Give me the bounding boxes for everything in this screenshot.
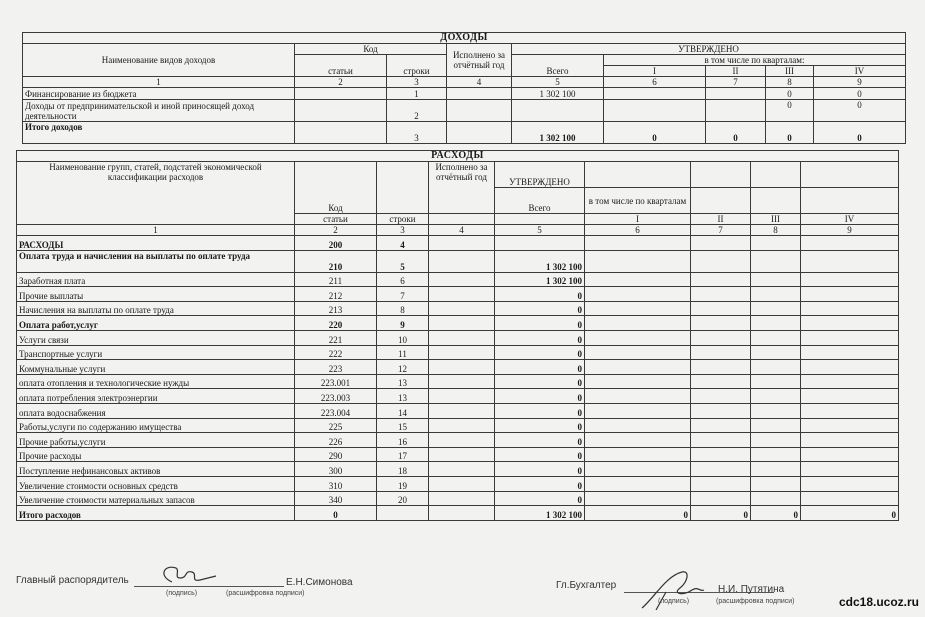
- expense-name-header: Наименование групп, статей, подстатей экономической классификации расходов: [17, 162, 295, 225]
- expense-row: [17, 476, 899, 491]
- income-row: [23, 100, 906, 122]
- expense-row-article: 223.001: [295, 374, 377, 389]
- income-row-total: [512, 100, 604, 122]
- expense-row-executed: [429, 476, 495, 491]
- expense-row: [17, 418, 899, 433]
- col-number: 9: [801, 225, 899, 236]
- expense-row-q4: [801, 236, 899, 251]
- expense-row-executed: [429, 345, 495, 360]
- income-row-executed: [447, 100, 512, 122]
- col-number: 4: [429, 225, 495, 236]
- expense-quarter-header: I: [585, 214, 691, 225]
- income-row-q1: [604, 100, 706, 122]
- expense-row-q3: [751, 418, 801, 433]
- expense-row-name: Заработная плата: [17, 272, 295, 287]
- expense-row-q4: [801, 330, 899, 345]
- expense-row-name: Оплата работ,услуг: [17, 316, 295, 331]
- expense-row-article: 340: [295, 491, 377, 506]
- expense-row-name: Прочие работы,услуги: [17, 433, 295, 448]
- expense-row-q3: [751, 462, 801, 477]
- expense-row-article: 220: [295, 316, 377, 331]
- expense-row: [17, 491, 899, 506]
- expense-row-q3: [751, 491, 801, 506]
- expense-row-executed: [429, 418, 495, 433]
- expense-row-article: 225: [295, 418, 377, 433]
- expense-row-total: 0: [495, 389, 585, 404]
- expense-row-q2: [691, 462, 751, 477]
- expense-blank: [691, 188, 751, 214]
- expense-row-executed: [429, 236, 495, 251]
- expense-code-header-blank: [377, 162, 429, 214]
- income-executed-header: Исполнено за отчётный год: [447, 44, 512, 77]
- expense-row-row: 16: [377, 433, 429, 448]
- expense-row-q3: [751, 287, 801, 302]
- income-row-q3: 0: [766, 122, 814, 144]
- expense-row: [17, 287, 899, 302]
- income-row-q1: 0: [604, 122, 706, 144]
- income-row-total: 1 302 100: [512, 88, 604, 100]
- expense-blank: [801, 188, 899, 214]
- expense-row-row: 8: [377, 301, 429, 316]
- expense-row-q3: [751, 345, 801, 360]
- expense-row: [17, 301, 899, 316]
- expense-row-article: 310: [295, 476, 377, 491]
- income-row-q2: [706, 88, 766, 100]
- expense-row-total: 0: [495, 330, 585, 345]
- expense-row-q3: [751, 236, 801, 251]
- income-quarter-header: I: [604, 66, 706, 77]
- chief-manager-sign-caption: (подпись): [166, 590, 198, 597]
- expense-row: [17, 236, 899, 251]
- col-number: 9: [814, 77, 906, 88]
- income-total-row: [23, 122, 906, 144]
- expense-row: [17, 250, 899, 272]
- income-row-q3: 0: [766, 88, 814, 100]
- expense-row-q3: [751, 433, 801, 448]
- expense-row-name: Работы,услуги по содержанию имущества: [17, 418, 295, 433]
- expense-row-q3: [751, 389, 801, 404]
- col-number: 1: [23, 77, 295, 88]
- expense-row-row: 13: [377, 374, 429, 389]
- expense-row: [17, 360, 899, 375]
- col-number: 4: [447, 77, 512, 88]
- expense-row-executed: [429, 462, 495, 477]
- expense-row-article: 223.004: [295, 403, 377, 418]
- expense-row-total: 1 302 100: [495, 272, 585, 287]
- expense-row-article: 211: [295, 272, 377, 287]
- expense-row-q4: [801, 287, 899, 302]
- col-number: 3: [377, 225, 429, 236]
- expense-row-name: Прочие выплаты: [17, 287, 295, 302]
- expense-row-name: Начисления на выплаты по оплате труда: [17, 301, 295, 316]
- expense-row-total: 0: [495, 433, 585, 448]
- expense-executed-header: Исполнено за отчётный год: [429, 162, 495, 214]
- expense-approved-header: УТВЕРЖДЕНО: [495, 162, 585, 188]
- expense-row-article: 226: [295, 433, 377, 448]
- income-row-number: 3: [387, 122, 447, 144]
- expense-row-q1: [585, 360, 691, 375]
- expense-row-article: 222: [295, 345, 377, 360]
- expense-row-article: 223.003: [295, 389, 377, 404]
- expense-row-q4: [801, 462, 899, 477]
- expense-code-header: Код: [295, 162, 377, 214]
- expense-row-q2: [691, 433, 751, 448]
- income-row-q2: [706, 100, 766, 122]
- income-section-title: ДОХОДЫ: [23, 33, 906, 44]
- expense-row-name: Увеличение стоимости основных средств: [17, 476, 295, 491]
- expense-row-q1: [585, 476, 691, 491]
- expense-row-name: оплата водоснабжения: [17, 403, 295, 418]
- income-quarters-header: в том числе по кварталам:: [604, 55, 906, 66]
- expense-row-q2: [691, 330, 751, 345]
- income-row-executed: [447, 122, 512, 144]
- expense-row-q1: [585, 462, 691, 477]
- expense-total-row: [17, 506, 899, 521]
- expense-row-article: 200: [295, 236, 377, 251]
- expense-row-q1: [585, 403, 691, 418]
- expense-row-total: [495, 236, 585, 251]
- expense-row: [17, 345, 899, 360]
- income-row: [23, 88, 906, 100]
- expense-blank: [429, 214, 495, 225]
- income-row-name: Итого доходов: [23, 122, 295, 144]
- expense-row-q2: [691, 389, 751, 404]
- expense-row-q1: 0: [585, 506, 691, 521]
- expense-row-executed: [429, 491, 495, 506]
- income-quarter-header: III: [766, 66, 814, 77]
- expense-row-name: Услуги связи: [17, 330, 295, 345]
- expense-row: [17, 316, 899, 331]
- expense-row-q1: [585, 316, 691, 331]
- expense-row-total: 0: [495, 476, 585, 491]
- expense-row-total: 0: [495, 316, 585, 331]
- expense-row: [17, 447, 899, 462]
- expense-row-q2: [691, 272, 751, 287]
- income-quarter-header: II: [706, 66, 766, 77]
- income-row-q3: 0: [766, 100, 814, 122]
- col-number: 2: [295, 77, 387, 88]
- col-number: 8: [751, 225, 801, 236]
- income-row-article: [295, 122, 387, 144]
- chief-manager-title: Главный распорядитель: [16, 575, 129, 586]
- expense-row-q2: [691, 418, 751, 433]
- expense-row-q1: [585, 389, 691, 404]
- expense-table: [16, 150, 899, 521]
- expense-row-executed: [429, 330, 495, 345]
- expense-row-q2: [691, 250, 751, 272]
- expense-row-q1: [585, 236, 691, 251]
- expense-row-q3: [751, 360, 801, 375]
- expense-row-q1: [585, 418, 691, 433]
- expense-row-q2: [691, 491, 751, 506]
- income-name-header: Наименование видов доходов: [23, 44, 295, 77]
- expense-quarters-header: в том числе по кварталам: [585, 188, 691, 214]
- expense-row-q3: [751, 316, 801, 331]
- expense-row-q4: [801, 345, 899, 360]
- chief-manager-signature: [150, 562, 220, 590]
- expense-row-row: 12: [377, 360, 429, 375]
- expense-row-total: 1 302 100: [495, 250, 585, 272]
- site-watermark: cdc18.ucoz.ru: [838, 595, 919, 609]
- expense-row: [17, 433, 899, 448]
- expense-row-row: 11: [377, 345, 429, 360]
- expense-row-name: Коммунальные услуги: [17, 360, 295, 375]
- expense-row-q4: [801, 389, 899, 404]
- expense-row-article: 300: [295, 462, 377, 477]
- expense-row-q4: [801, 476, 899, 491]
- expense-row-executed: [429, 506, 495, 521]
- income-row-q4: 0: [814, 88, 906, 100]
- expense-quarter-header: IV: [801, 214, 899, 225]
- income-approved-header: УТВЕРЖДЕНО: [512, 44, 906, 55]
- expense-row-q2: [691, 316, 751, 331]
- expense-row-q1: [585, 330, 691, 345]
- expense-row-q4: [801, 374, 899, 389]
- expense-row-row: 18: [377, 462, 429, 477]
- income-row-name: Доходы от предпринимательской и иной приносящей доход деятельности: [23, 100, 295, 122]
- expense-row-executed: [429, 447, 495, 462]
- expense-row-name: оплата отопления и технологические нужды: [17, 374, 295, 389]
- expense-row-executed: [429, 403, 495, 418]
- income-row-number: 2: [387, 100, 447, 122]
- col-number: 7: [691, 225, 751, 236]
- col-number: 8: [766, 77, 814, 88]
- expense-row-q1: [585, 345, 691, 360]
- expense-row-row: 5: [377, 250, 429, 272]
- col-number: 2: [295, 225, 377, 236]
- expense-row-article: 223: [295, 360, 377, 375]
- expense-section-title: РАСХОДЫ: [17, 151, 899, 162]
- expense-row-name: Прочие расходы: [17, 447, 295, 462]
- expense-row-q3: [751, 272, 801, 287]
- expense-row-total: 0: [495, 403, 585, 418]
- expense-quarter-header: II: [691, 214, 751, 225]
- expense-row-executed: [429, 250, 495, 272]
- expense-row-name: Итого расходов: [17, 506, 295, 521]
- expense-row-q1: [585, 287, 691, 302]
- expense-row: [17, 330, 899, 345]
- expense-row-q2: [691, 360, 751, 375]
- expense-blank: [691, 162, 751, 188]
- expense-row-article: 290: [295, 447, 377, 462]
- income-row-header: строки: [387, 55, 447, 77]
- expense-row-q2: [691, 301, 751, 316]
- expense-row-name: Оплата труда и начисления на выплаты по оплате труда: [17, 250, 295, 272]
- expense-row-name: Транспортные услуги: [17, 345, 295, 360]
- expense-row-total: 0: [495, 374, 585, 389]
- expense-blank: [495, 214, 585, 225]
- expense-row-q4: [801, 316, 899, 331]
- expense-row-q3: 0: [751, 506, 801, 521]
- expense-row-q4: [801, 272, 899, 287]
- income-quarter-header: IV: [814, 66, 906, 77]
- chief-accountant-signature: [636, 568, 708, 612]
- expense-row-row: 7: [377, 287, 429, 302]
- expense-col-numbers-row: [17, 225, 899, 236]
- expense-row-q4: [801, 301, 899, 316]
- col-number: 5: [495, 225, 585, 236]
- income-row-q1: [604, 88, 706, 100]
- expense-row-total: 0: [495, 447, 585, 462]
- expense-row-executed: [429, 287, 495, 302]
- expense-row-total: 0: [495, 345, 585, 360]
- income-row-total: 1 302 100: [512, 122, 604, 144]
- expense-rows: [17, 236, 899, 521]
- expense-row-row: 14: [377, 403, 429, 418]
- expense-row: [17, 389, 899, 404]
- expense-row-article: 212: [295, 287, 377, 302]
- expense-blank: [751, 188, 801, 214]
- income-row-name: Финансирование из бюджета: [23, 88, 295, 100]
- expense-row-q2: [691, 345, 751, 360]
- expense-row-q1: [585, 301, 691, 316]
- expense-row-q4: 0: [801, 506, 899, 521]
- expense-row-q3: [751, 403, 801, 418]
- expense-row-q4: [801, 360, 899, 375]
- expense-row-q3: [751, 476, 801, 491]
- expense-quarter-header: III: [751, 214, 801, 225]
- expense-row-name: оплата потребления электроэнергии: [17, 389, 295, 404]
- expense-row-row: 4: [377, 236, 429, 251]
- expense-row-executed: [429, 389, 495, 404]
- expense-row-executed: [429, 316, 495, 331]
- expense-row-total: 0: [495, 462, 585, 477]
- income-col-numbers-row: [23, 77, 906, 88]
- income-table: [22, 32, 906, 144]
- expense-row: [17, 403, 899, 418]
- expense-row-article: 0: [295, 506, 377, 521]
- expense-row-q4: [801, 491, 899, 506]
- expense-row-total: 0: [495, 287, 585, 302]
- income-row-number: 1: [387, 88, 447, 100]
- expense-blank: [801, 162, 899, 188]
- chief-accountant-sign-caption: (подпись): [658, 598, 690, 605]
- expense-row-q4: [801, 447, 899, 462]
- expense-row-row: 13: [377, 389, 429, 404]
- expense-row-total: 0: [495, 360, 585, 375]
- expense-row-q2: [691, 287, 751, 302]
- expense-blank: [751, 162, 801, 188]
- expense-row-q4: [801, 403, 899, 418]
- expense-row-row: 20: [377, 491, 429, 506]
- expense-row-q3: [751, 374, 801, 389]
- expense-row-row: 10: [377, 330, 429, 345]
- expense-row-q4: [801, 418, 899, 433]
- expense-row-name: Увеличение стоимости материальных запасов: [17, 491, 295, 506]
- expense-row: [17, 462, 899, 477]
- col-number: 5: [512, 77, 604, 88]
- chief-accountant-name: Н.И. Путятина: [718, 584, 785, 595]
- expense-row-executed: [429, 301, 495, 316]
- col-number: 1: [17, 225, 295, 236]
- col-number: 6: [604, 77, 706, 88]
- expense-blank: [585, 162, 691, 188]
- expense-row-q2: [691, 236, 751, 251]
- income-row-article: [295, 88, 387, 100]
- expense-row-q1: [585, 374, 691, 389]
- expense-row-q3: [751, 301, 801, 316]
- income-row-q4: 0: [814, 122, 906, 144]
- expense-row-row: 19: [377, 476, 429, 491]
- expense-row-q2: 0: [691, 506, 751, 521]
- income-article-header: статьи: [295, 55, 387, 77]
- expense-row-total: 0: [495, 491, 585, 506]
- col-number: 6: [585, 225, 691, 236]
- expense-row-executed: [429, 433, 495, 448]
- expense-row-article: 221: [295, 330, 377, 345]
- expense-row-q2: [691, 447, 751, 462]
- chief-manager-decode-caption: (расшифровка подписи): [226, 590, 305, 597]
- expense-row-row: 9: [377, 316, 429, 331]
- expense-row: [17, 374, 899, 389]
- expense-row-row: 15: [377, 418, 429, 433]
- col-number: 7: [706, 77, 766, 88]
- expense-total-header: Всего: [495, 188, 585, 214]
- expense-row: [17, 272, 899, 287]
- expense-row-executed: [429, 272, 495, 287]
- income-code-header: Код: [295, 44, 447, 55]
- expense-row-article: 213: [295, 301, 377, 316]
- expense-row-q1: [585, 250, 691, 272]
- expense-row-total: 1 302 100: [495, 506, 585, 521]
- expense-row-q4: [801, 433, 899, 448]
- expense-row-total: 0: [495, 301, 585, 316]
- expense-row-row: [377, 506, 429, 521]
- expense-row-q1: [585, 491, 691, 506]
- expense-row-q3: [751, 250, 801, 272]
- col-number: 3: [387, 77, 447, 88]
- expense-row-total: 0: [495, 418, 585, 433]
- chief-accountant-title: Гл.Бухгалтер: [556, 580, 617, 591]
- income-row-article: [295, 100, 387, 122]
- expense-article-header: статьи: [295, 214, 377, 225]
- expense-row-q3: [751, 330, 801, 345]
- expense-row-row: 17: [377, 447, 429, 462]
- expense-row-q1: [585, 433, 691, 448]
- income-row-q4: 0: [814, 100, 906, 122]
- expense-row-q2: [691, 476, 751, 491]
- chief-accountant-decode-caption: (расшифровка подписи): [716, 598, 795, 605]
- expense-row-article: 210: [295, 250, 377, 272]
- income-row-executed: [447, 88, 512, 100]
- income-row-q2: 0: [706, 122, 766, 144]
- expense-row-q1: [585, 272, 691, 287]
- expense-row-q4: [801, 250, 899, 272]
- expense-row-q2: [691, 374, 751, 389]
- expense-row-executed: [429, 374, 495, 389]
- expense-row-executed: [429, 360, 495, 375]
- expense-row-header: строки: [377, 214, 429, 225]
- expense-row-q3: [751, 447, 801, 462]
- chief-manager-name: Е.Н.Симонова: [286, 577, 353, 588]
- income-total-header: Всего: [512, 55, 604, 77]
- expense-row-q1: [585, 447, 691, 462]
- expense-row-q2: [691, 403, 751, 418]
- expense-row-name: Поступление нефинансовых активов: [17, 462, 295, 477]
- expense-row-row: 6: [377, 272, 429, 287]
- expense-row-name: РАСХОДЫ: [17, 236, 295, 251]
